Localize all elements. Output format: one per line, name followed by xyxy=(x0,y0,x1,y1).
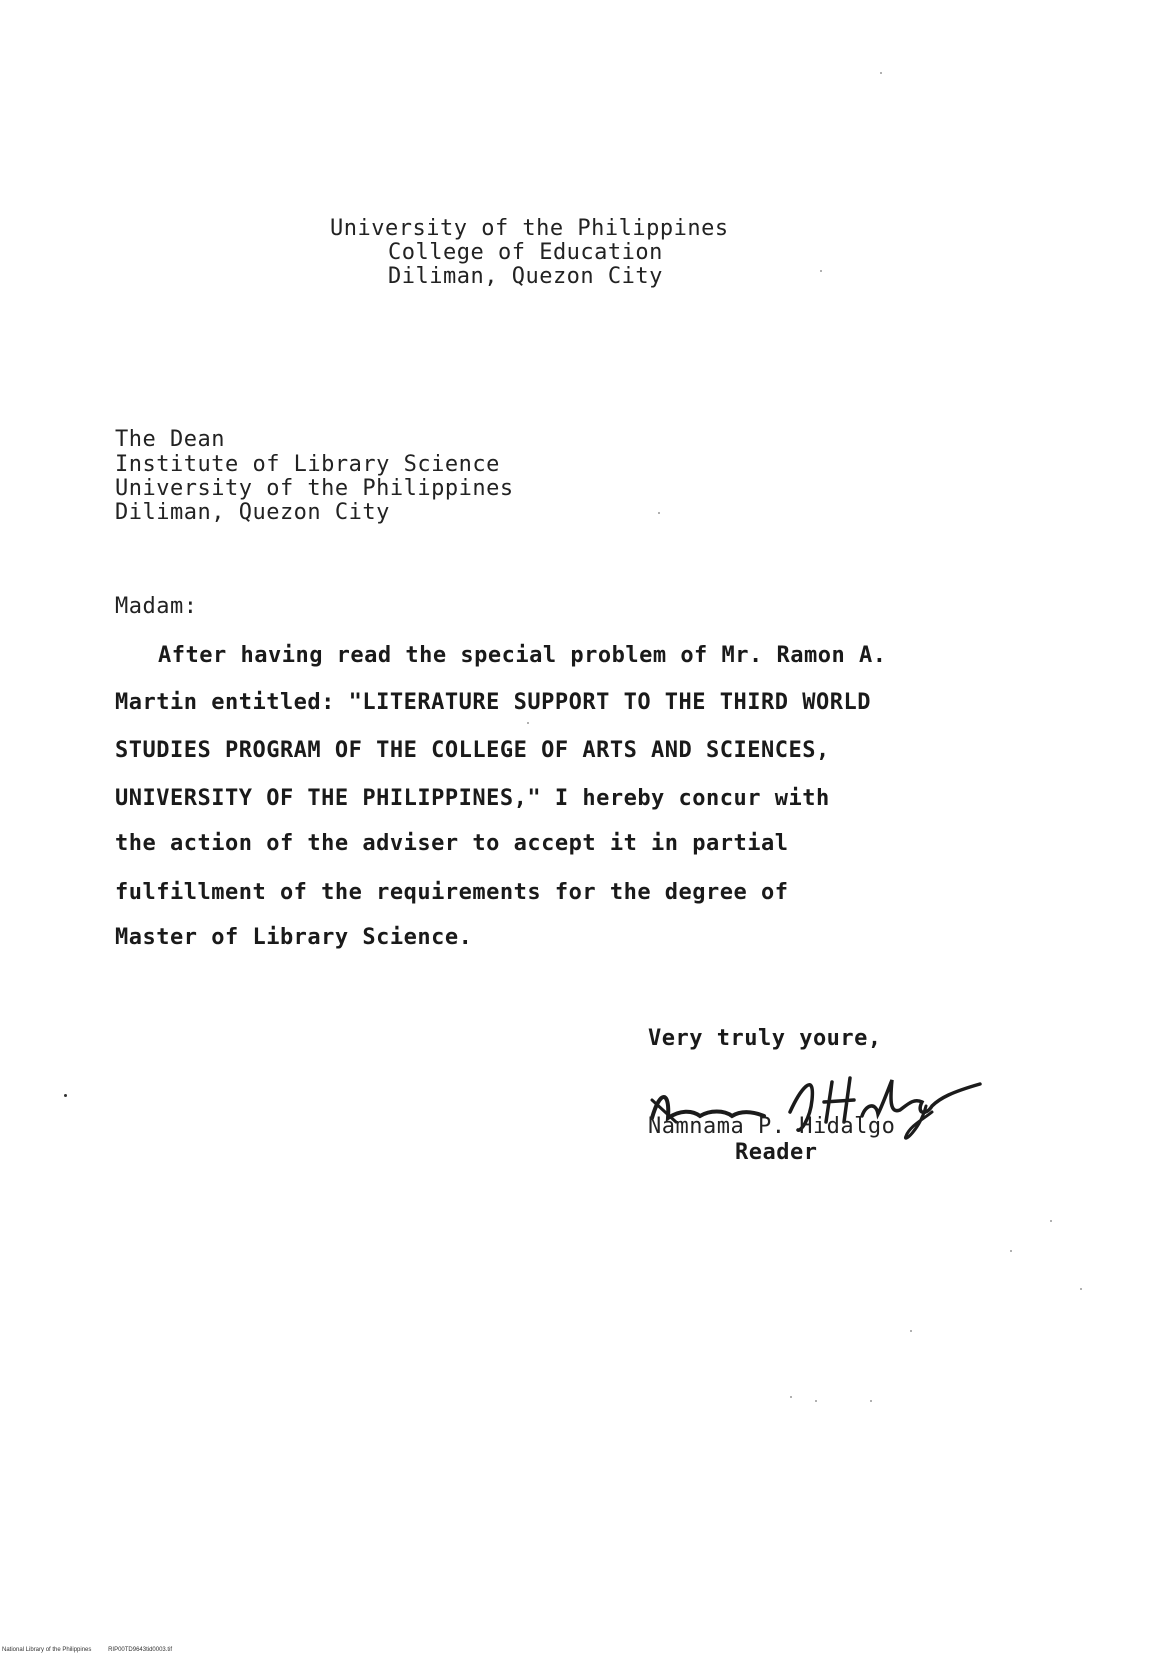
body-line-4: UNIVERSITY OF THE PHILIPPINES," I hereby concur with xyxy=(115,786,830,811)
scan-speck xyxy=(815,1400,817,1402)
letterhead-university: University of the Philippines xyxy=(330,216,729,241)
letterhead-college: College of Education xyxy=(388,240,663,265)
body-line-2: Martin entitled: "LITERATURE SUPPORT TO THE THIRD WORLD xyxy=(115,690,871,715)
body-line-7: Master of Library Science. xyxy=(115,925,473,950)
scan-speck xyxy=(658,512,660,514)
addressee-institute: Institute of Library Science xyxy=(115,452,500,477)
body-line-3: STUDIES PROGRAM OF THE COLLEGE OF ARTS AND SCIENCES, xyxy=(115,738,830,763)
body-line-6: fulfillment of the requirements for the degree of xyxy=(115,880,789,905)
addressee-city: Diliman, Quezon City xyxy=(115,500,390,525)
closing: Very truly youre, xyxy=(648,1026,882,1051)
scan-speck xyxy=(527,722,529,724)
signer-title: Reader xyxy=(735,1140,818,1165)
scan-speck xyxy=(870,1400,872,1402)
footer-right: RIP00TD9643tid0003.tif xyxy=(108,1647,173,1653)
footer-left: National Library of the Philippines xyxy=(2,1647,92,1653)
salutation: Madam: xyxy=(115,594,198,619)
addressee-title: The Dean xyxy=(115,427,225,452)
scan-speck xyxy=(790,1396,792,1398)
scan-speck xyxy=(820,270,822,272)
addressee-university: University of the Philippines xyxy=(115,476,514,501)
body-line-1: After having read the special problem of Mr. Ramon A. xyxy=(158,643,887,668)
scan-speck xyxy=(1050,1220,1052,1222)
scan-footer xyxy=(2,1646,172,1654)
scan-speck xyxy=(1080,1288,1082,1290)
scan-speck xyxy=(910,1330,912,1332)
signer-name: Namnama P. Hidalgo xyxy=(648,1114,896,1139)
scan-speck xyxy=(64,1094,67,1097)
scan-speck xyxy=(1010,1250,1012,1252)
body-line-5: the action of the adviser to accept it in partial xyxy=(115,831,789,856)
scan-speck xyxy=(880,72,882,74)
letterhead-address: Diliman, Quezon City xyxy=(388,264,663,289)
